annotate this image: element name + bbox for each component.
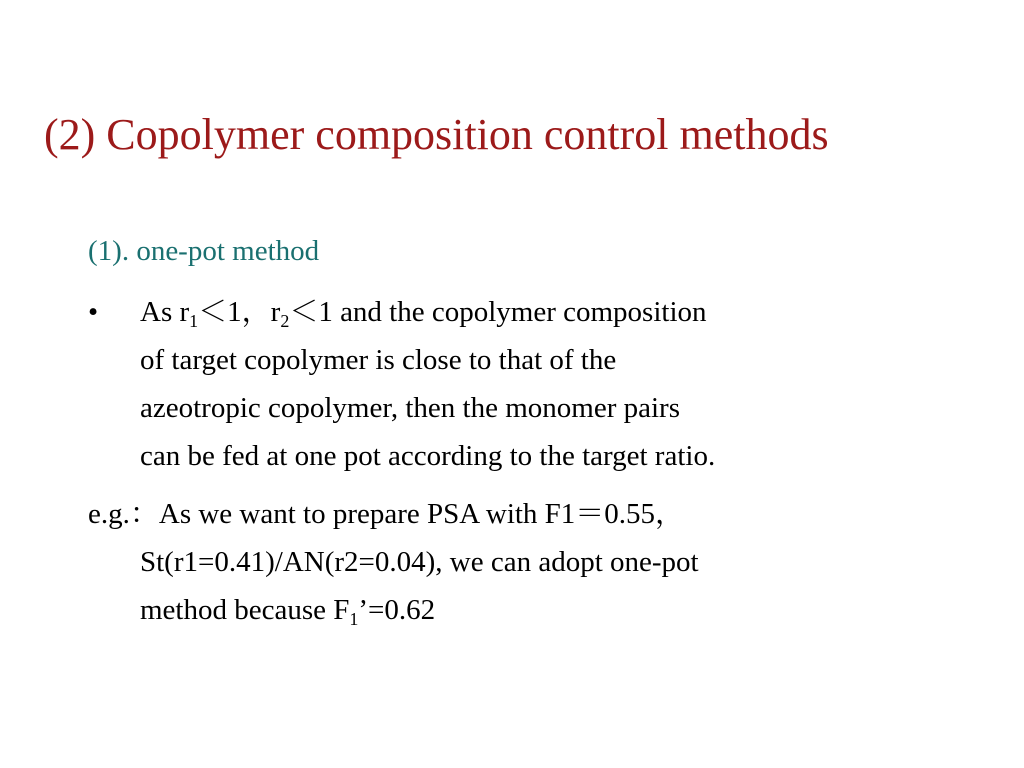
- bullet-line-1-text-a: As r: [140, 296, 190, 328]
- r1-subscript: 1: [189, 311, 199, 331]
- bullet-line-1-text-b: ＜1，r: [198, 296, 281, 328]
- slide-title: (2) Copolymer composition control methods: [44, 110, 829, 159]
- r2-subscript: 2: [280, 311, 290, 331]
- example-line-3-text-b: ’=0.62: [358, 594, 436, 626]
- example-line-1: e.g.：As we want to prepare PSA with F1＝0.55，: [88, 498, 685, 530]
- bullet-line-1: [140, 288, 960, 336]
- bullet-line-1-text-c: ＜1 and the copolymer composition: [289, 296, 707, 328]
- example-paragraph: [88, 490, 968, 634]
- bullet-line-2: of target copolymer is close to that of the: [140, 344, 617, 376]
- bullet-icon: •: [88, 296, 99, 328]
- bullet-line-3: azeotropic copolymer, then the monomer pairs: [140, 392, 680, 424]
- method-subheading: (1). one-pot method: [88, 235, 320, 267]
- example-line-3-text-a: method because F: [140, 594, 350, 626]
- bullet-line-4: can be fed at one pot according to the target ratio.: [140, 440, 716, 472]
- bullet-paragraph: [140, 288, 960, 480]
- f1-subscript: 1: [349, 609, 359, 629]
- example-line-3: [88, 586, 968, 634]
- example-line-2: St(r1=0.41)/AN(r2=0.04), we can adopt one-pot: [140, 546, 699, 578]
